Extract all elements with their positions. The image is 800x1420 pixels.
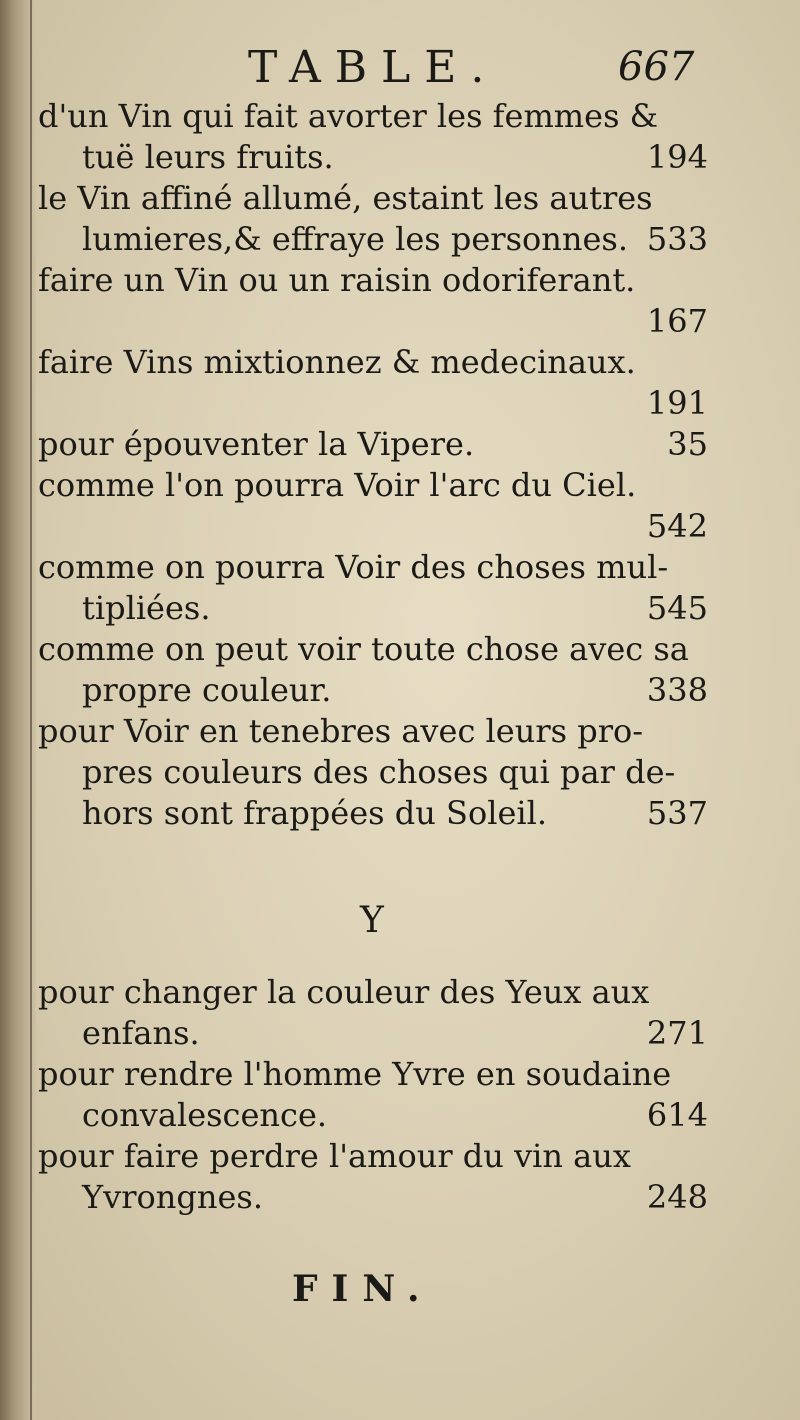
entry-text: le Vin affiné allumé, estaint les autres (38, 179, 653, 217)
index-entry (38, 178, 718, 260)
index-entry (38, 424, 718, 465)
entry-first-line (38, 711, 718, 752)
entry-first-line (38, 96, 718, 137)
index-entries-y (38, 972, 718, 1218)
entry-text: pres couleurs des choses qui par de- (82, 753, 676, 791)
entry-first-line (38, 178, 718, 219)
entry-text: faire Vins mixtionnez & medecinaux. (38, 343, 636, 381)
entry-text: tipliées. (82, 589, 211, 627)
entry-text: d'un Vin qui fait avorter les femmes & (38, 97, 659, 135)
entry-first-line (38, 1054, 718, 1095)
entry-continuation-line (38, 383, 718, 424)
entry-page-number: 194 (646, 138, 708, 176)
entry-page-number: 545 (646, 589, 708, 627)
entry-continuation-line (38, 137, 718, 178)
index-entry (38, 342, 718, 424)
entry-first-line (38, 972, 718, 1013)
entry-page-number: 167 (646, 302, 708, 340)
page-header (0, 36, 800, 96)
entry-continuation-line (38, 1013, 718, 1054)
entry-text: comme on pourra Voir des choses mul- (38, 548, 669, 586)
entry-text: pour rendre l'homme Yvre en soudaine (38, 1055, 672, 1093)
entry-continuation-line (38, 588, 718, 629)
entry-text: pour changer la couleur des Yeux aux (38, 973, 650, 1011)
index-entry (38, 96, 718, 178)
section-letter: Y (360, 900, 384, 941)
entry-continuation-line (38, 752, 718, 793)
index-entries-v (38, 96, 718, 834)
entry-text: enfans. (82, 1014, 200, 1052)
entry-text: comme on peut voir toute chose avec sa (38, 630, 689, 668)
entry-continuation-line (38, 1095, 718, 1136)
entry-continuation-line (38, 1177, 718, 1218)
entry-page-number: 338 (646, 671, 708, 709)
entry-continuation-line (38, 793, 718, 834)
entry-continuation-line (38, 506, 718, 547)
entry-text: Yvrongnes. (82, 1178, 263, 1216)
entry-page-number: 191 (646, 384, 708, 422)
entry-continuation-line (38, 301, 718, 342)
page-number: 667 (618, 44, 695, 90)
entry-page-number: 614 (646, 1096, 708, 1134)
index-entry (38, 972, 718, 1054)
closing-fin: FIN. (292, 1268, 434, 1310)
entry-text: lumieres,& effraye les personnes. (82, 220, 628, 258)
entry-first-line (38, 465, 718, 506)
entry-text: pour faire perdre l'amour du vin aux (38, 1137, 631, 1175)
entry-page-number: 533 (646, 220, 708, 258)
header-title: TABLE. (248, 42, 499, 93)
entry-page-number: 35 (667, 425, 708, 463)
entry-first-line (38, 260, 718, 301)
entry-continuation-line (38, 219, 718, 260)
entry-first-line (38, 1136, 718, 1177)
entry-page-number: 542 (646, 507, 708, 545)
entry-text: hors sont frappées du Soleil. (82, 794, 548, 832)
index-entry (38, 1136, 718, 1218)
index-entry (38, 629, 718, 711)
index-entry (38, 260, 718, 342)
index-entry (38, 711, 718, 834)
entry-text: tuë leurs fruits. (82, 138, 334, 176)
entry-page-number: 537 (646, 794, 708, 832)
entry-text: faire un Vin ou un raisin odoriferant. (38, 261, 636, 299)
entry-continuation-line (38, 670, 718, 711)
entry-first-line (38, 547, 718, 588)
entry-text: pour épouventer la Vipere. (38, 425, 475, 463)
entry-page-number: 248 (646, 1178, 708, 1216)
entry-text: pour Voir en tenebres avec leurs pro- (38, 712, 644, 750)
entry-text: comme l'on pourra Voir l'arc du Ciel. (38, 466, 637, 504)
entry-text: convalescence. (82, 1096, 328, 1134)
entry-first-line (38, 342, 718, 383)
entry-text: propre couleur. (82, 671, 332, 709)
entry-first-line (38, 424, 718, 465)
entry-first-line (38, 629, 718, 670)
entry-page-number: 271 (646, 1014, 708, 1052)
index-entry (38, 547, 718, 629)
index-entry (38, 465, 718, 547)
index-entry (38, 1054, 718, 1136)
